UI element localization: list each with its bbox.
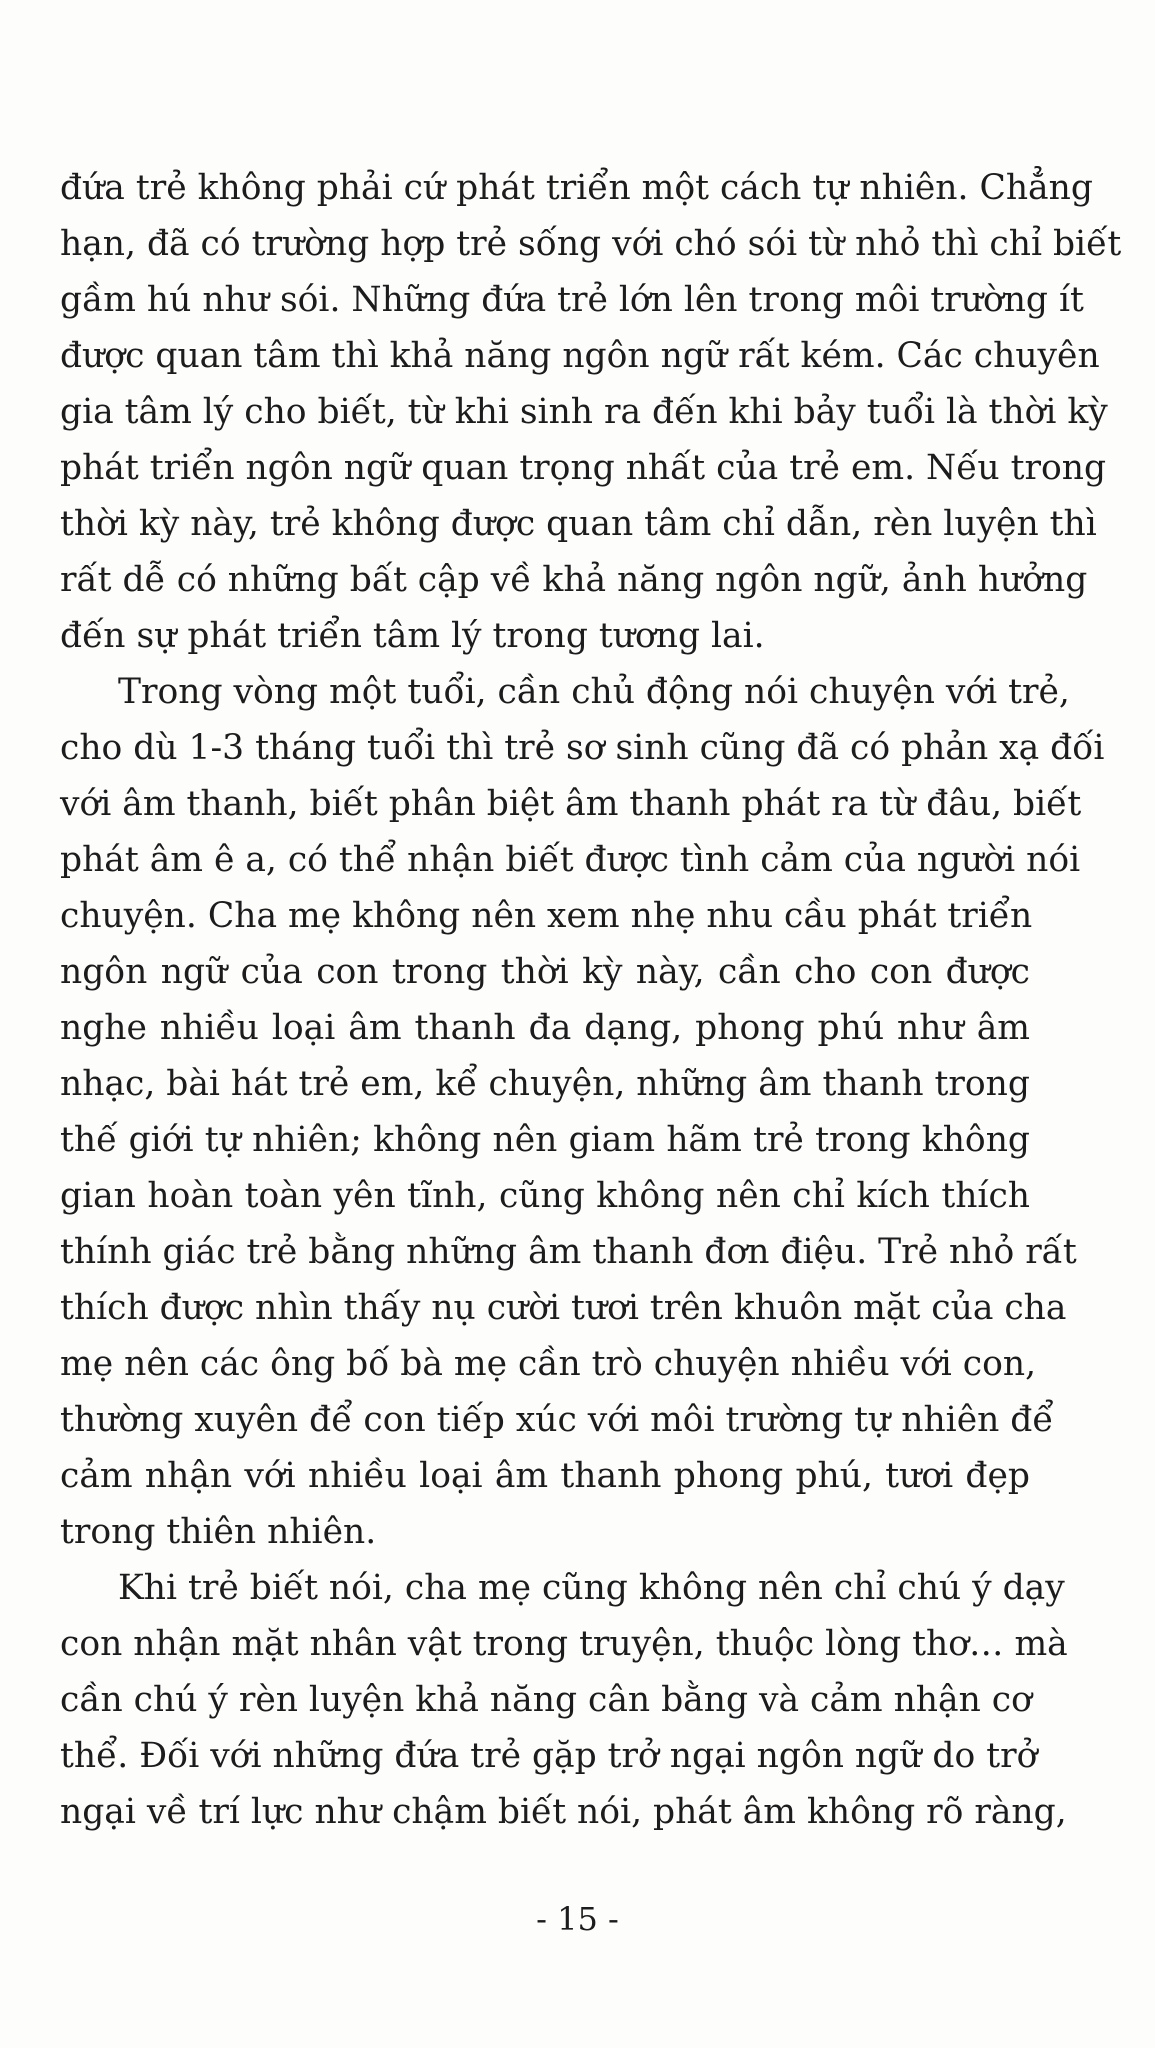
text-line: nhạc, bài hát trẻ em, kể chuyện, những âm thanh trong <box>60 1064 1030 1104</box>
text-line: rất dễ có những bất cập về khả năng ngôn ngữ, ảnh hưởng <box>60 560 1088 600</box>
text-line: Khi trẻ biết nói, cha mẹ cũng không nên chỉ chú ý dạy <box>118 1568 1065 1608</box>
text-line: ngôn ngữ của con trong thời kỳ này, cần cho con được <box>60 952 1030 992</box>
text-line: phát triển ngôn ngữ quan trọng nhất của trẻ em. Nếu trong <box>60 448 1107 488</box>
text-line: hạn, đã có trường hợp trẻ sống với chó sói từ nhỏ thì chỉ biết <box>60 224 1122 264</box>
text-line: thời kỳ này, trẻ không được quan tâm chỉ dẫn, rèn luyện thì <box>60 504 1097 544</box>
text-line: cho dù 1-3 tháng tuổi thì trẻ sơ sinh cũng đã có phản xạ đối <box>60 728 1105 768</box>
text-line: cần chú ý rèn luyện khả năng cân bằng và cảm nhận cơ <box>60 1680 1032 1720</box>
text-line: với âm thanh, biết phân biệt âm thanh phát ra từ đâu, biết <box>60 784 1082 824</box>
text-line: gia tâm lý cho biết, từ khi sinh ra đến khi bảy tuổi là thời kỳ <box>60 392 1108 432</box>
paragraph <box>60 664 1105 1560</box>
body-text <box>60 160 1122 1840</box>
text-line: con nhận mặt nhân vật trong truyện, thuộc lòng thơ… mà <box>60 1624 1068 1664</box>
paragraph <box>60 1560 1068 1840</box>
text-line: thích được nhìn thấy nụ cười tươi trên khuôn mặt của cha <box>60 1288 1067 1328</box>
text-line: được quan tâm thì khả năng ngôn ngữ rất kém. Các chuyên <box>60 336 1100 376</box>
text-line: thính giác trẻ bằng những âm thanh đơn điệu. Trẻ nhỏ rất <box>60 1232 1077 1272</box>
text-line: Trong vòng một tuổi, cần chủ động nói chuyện với trẻ, <box>118 672 1070 712</box>
page-number: - 15 - <box>536 1900 619 1938</box>
text-line: ngại về trí lực như chậm biết nói, phát âm không rõ ràng, <box>60 1792 1067 1832</box>
paragraph <box>60 160 1122 664</box>
text-line: đứa trẻ không phải cứ phát triển một cách tự nhiên. Chẳng <box>60 168 1093 208</box>
text-line: chuyện. Cha mẹ không nên xem nhẹ nhu cầu phát triển <box>60 896 1033 936</box>
text-line: thế giới tự nhiên; không nên giam hãm trẻ trong không <box>60 1120 1030 1160</box>
text-line: gầm hú như sói. Những đứa trẻ lớn lên trong môi trường ít <box>60 280 1084 320</box>
text-line: nghe nhiều loại âm thanh đa dạng, phong phú như âm <box>60 1008 1030 1048</box>
text-line: trong thiên nhiên. <box>60 1512 377 1552</box>
text-line: gian hoàn toàn yên tĩnh, cũng không nên chỉ kích thích <box>60 1176 1030 1216</box>
text-line: mẹ nên các ông bố bà mẹ cần trò chuyện nhiều với con, <box>60 1344 1037 1384</box>
text-line: đến sự phát triển tâm lý trong tương lai. <box>60 616 765 656</box>
text-line: phát âm ê a, có thể nhận biết được tình cảm của người nói <box>60 840 1081 880</box>
text-line: thường xuyên để con tiếp xúc với môi trường tự nhiên để <box>60 1400 1054 1440</box>
text-line: thể. Đối với những đứa trẻ gặp trở ngại ngôn ngữ do trở <box>60 1736 1038 1776</box>
text-line: cảm nhận với nhiều loại âm thanh phong phú, tươi đẹp <box>60 1456 1030 1496</box>
